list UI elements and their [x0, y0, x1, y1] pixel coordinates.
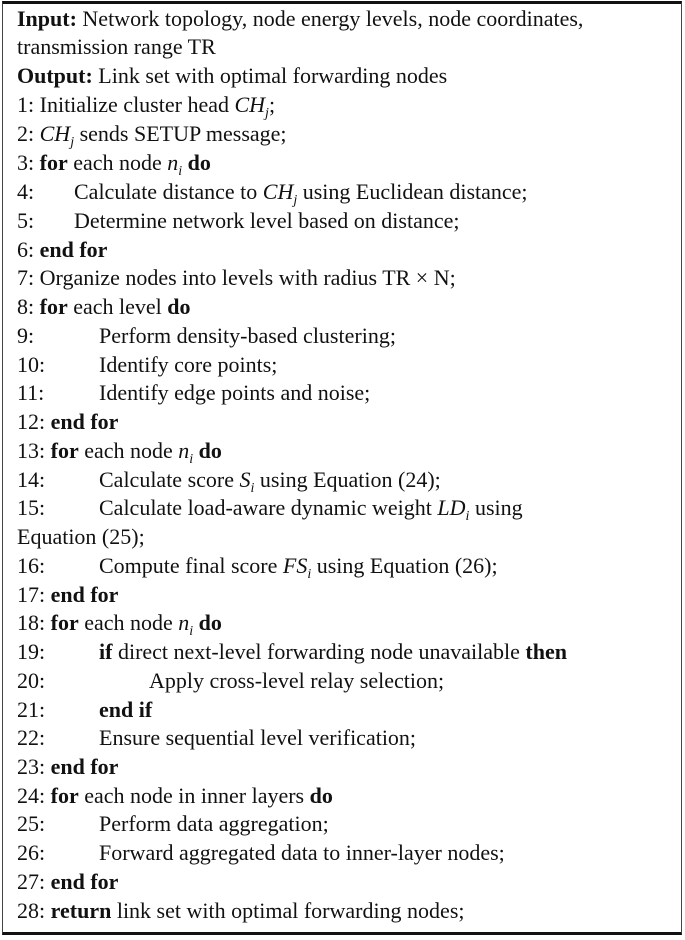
math-symbol — [282, 553, 312, 582]
math-base: CH — [234, 92, 266, 117]
statement-text-end: using Equation (26); — [311, 553, 498, 578]
math-subscript: i — [189, 624, 194, 639]
keyword: end if — [99, 697, 153, 722]
algorithm-line — [17, 667, 444, 695]
keyword: end for — [50, 869, 119, 894]
algorithm-line — [17, 264, 456, 292]
line-number: 26: — [17, 840, 46, 865]
math-base: n — [167, 150, 179, 175]
input-text-continued: transmission range TR — [17, 34, 216, 59]
line-number: 4: — [17, 179, 35, 204]
line-number: 2: — [17, 121, 35, 146]
statement-text: Identify core points; — [99, 352, 278, 377]
line-number: 22: — [17, 725, 46, 750]
math-base: LD — [437, 495, 466, 520]
statement-text: link set with optimal forwarding nodes; — [111, 898, 465, 923]
line-number: 10: — [17, 352, 46, 377]
algorithm-line — [17, 437, 222, 465]
input-label: Input: — [17, 6, 77, 31]
statement-text: Determine network level based on distance; — [74, 208, 460, 233]
keyword-end: do — [187, 150, 211, 175]
keyword: if — [99, 639, 113, 664]
statement-text: Perform data aggregation; — [99, 811, 329, 836]
line-number: 19: — [17, 639, 46, 664]
algorithm-line — [17, 552, 498, 580]
line-continuation: Equation (25); — [17, 524, 145, 549]
algorithm-line — [17, 236, 107, 264]
statement-text: Compute final score — [99, 553, 283, 578]
statement-text-end: using Euclidean distance; — [297, 179, 528, 204]
algorithm-line — [17, 523, 145, 551]
math-subscript: j — [293, 193, 298, 208]
line-number: 23: — [17, 754, 46, 779]
statement-text: each node — [78, 438, 179, 463]
statement-text: each node in inner layers — [78, 783, 310, 808]
math-base: CH — [262, 179, 294, 204]
line-number: 15: — [17, 495, 46, 520]
keyword: return — [50, 898, 112, 923]
statement-text-end: using — [469, 495, 523, 520]
math-subscript: j — [70, 135, 75, 150]
input-text: Network topology, node energy levels, node coordinates, — [76, 6, 584, 31]
algorithm-line — [17, 379, 370, 407]
keyword-end: do — [167, 294, 191, 319]
statement-text: Identify edge points and noise; — [99, 380, 371, 405]
keyword-end: do — [198, 438, 222, 463]
line-number: 6: — [17, 237, 35, 262]
math-symbol — [178, 438, 194, 467]
math-symbol — [39, 121, 75, 150]
algorithm-line — [17, 351, 277, 379]
math-symbol — [437, 495, 470, 524]
line-number: 28: — [17, 898, 46, 923]
algorithm-line — [17, 149, 211, 177]
statement-text: each node — [67, 150, 168, 175]
statement-text: Perform density-based clustering; — [99, 323, 396, 348]
math-base: n — [178, 438, 190, 463]
statement-text-end: using Equation (24); — [254, 467, 441, 492]
math-base: S — [239, 467, 251, 492]
line-number: 21: — [17, 697, 46, 722]
statement-text-end: ; — [268, 92, 276, 117]
statement-text: Initialize cluster head — [34, 92, 235, 117]
algorithm-line — [17, 638, 567, 666]
line-number: 3: — [17, 150, 35, 175]
keyword-end: then — [525, 639, 567, 664]
keyword: end for — [39, 237, 108, 262]
algorithm-line — [17, 207, 459, 235]
statement-text: Apply cross-level relay selection; — [149, 668, 445, 693]
line-number: 13: — [17, 438, 46, 463]
algorithm-line — [17, 839, 505, 867]
algorithm-line — [17, 494, 523, 522]
statement-text: Calculate score — [99, 467, 240, 492]
output-line — [17, 62, 447, 90]
algorithm-line — [17, 293, 191, 321]
statement-text: Calculate distance to — [74, 179, 263, 204]
algorithm-line — [17, 178, 528, 206]
math-symbol — [239, 467, 255, 496]
algorithm-line — [17, 581, 118, 609]
math-subscript: j — [265, 106, 269, 121]
keyword: end for — [50, 582, 119, 607]
keyword: for — [39, 150, 68, 175]
math-symbol — [167, 150, 183, 179]
line-number: 14: — [17, 467, 46, 492]
algorithm-line — [17, 696, 152, 724]
output-text: Link set with optimal forwarding nodes — [92, 63, 448, 88]
statement-text: each level — [67, 294, 168, 319]
line-number: 1: — [17, 92, 35, 117]
line-number: 18: — [17, 610, 46, 635]
statement-text: Calculate load-aware dynamic weight — [99, 495, 438, 520]
input-line-continued — [17, 33, 216, 61]
line-number: 27: — [17, 869, 46, 894]
algorithm-line — [17, 91, 275, 119]
line-number: 25: — [17, 811, 46, 836]
keyword: for — [50, 610, 79, 635]
math-subscript: i — [250, 481, 255, 496]
statement-text-end: sends SETUP message; — [74, 121, 287, 146]
statement-text: Forward aggregated data to inner-layer nodes; — [99, 840, 505, 865]
line-number: 11: — [17, 380, 45, 405]
math-base: CH — [39, 121, 71, 146]
statement-text: Ensure sequential level verification; — [99, 725, 417, 750]
math-subscript: i — [465, 509, 470, 524]
keyword: for — [50, 438, 79, 463]
line-number: 5: — [17, 208, 35, 233]
line-number: 17: — [17, 582, 46, 607]
line-number: 7: — [17, 265, 35, 290]
line-number: 24: — [17, 783, 46, 808]
keyword: for — [50, 783, 79, 808]
keyword-end: do — [198, 610, 222, 635]
math-subscript: i — [178, 164, 183, 179]
statement-text: Organize nodes into levels with radius TR × N; — [34, 265, 456, 290]
line-number: 20: — [17, 668, 46, 693]
math-base: FS — [282, 553, 308, 578]
keyword: end for — [50, 409, 119, 434]
keyword-end: do — [309, 783, 333, 808]
statement-text: each node — [78, 610, 179, 635]
algorithm-line — [17, 782, 333, 810]
line-number: 16: — [17, 553, 46, 578]
statement-text: direct next-level forwarding node unavailable — [112, 639, 526, 664]
algorithm-line — [17, 810, 329, 838]
algorithm-line — [17, 753, 118, 781]
algorithm-line — [17, 609, 222, 637]
math-symbol — [262, 179, 298, 208]
output-label: Output: — [17, 63, 93, 88]
math-subscript: i — [189, 452, 194, 467]
algorithm-line — [17, 408, 118, 436]
keyword: end for — [50, 754, 119, 779]
keyword: for — [39, 294, 68, 319]
line-number: 8: — [17, 294, 35, 319]
algorithm-line — [17, 724, 416, 752]
math-symbol — [234, 92, 269, 121]
algorithm-line — [17, 868, 118, 896]
algorithm-line — [17, 322, 396, 350]
input-line — [17, 5, 583, 33]
math-subscript: i — [307, 567, 312, 582]
algorithm-line — [17, 466, 441, 494]
math-symbol — [178, 610, 194, 639]
math-base: n — [178, 610, 190, 635]
algorithm-line — [17, 120, 287, 148]
line-number: 12: — [17, 409, 46, 434]
algorithm-line — [17, 897, 465, 925]
line-number: 9: — [17, 323, 35, 348]
